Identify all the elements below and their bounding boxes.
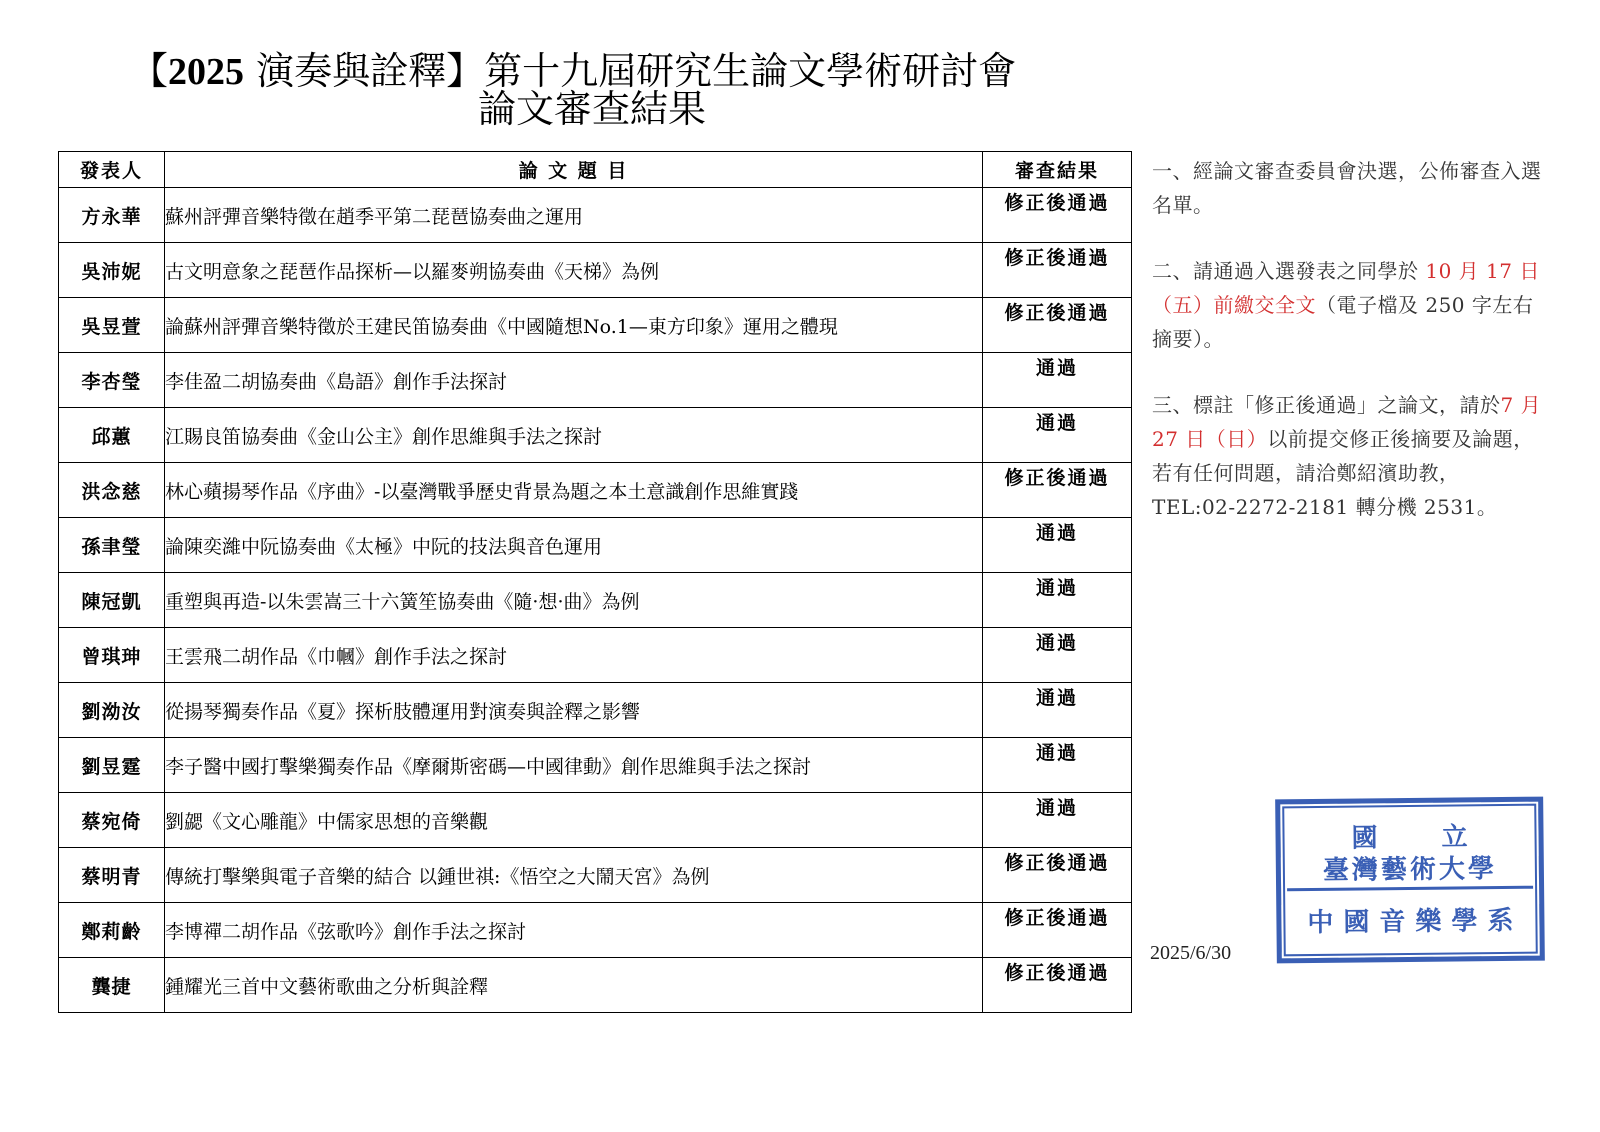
- paper-title-cell: 蘇州評彈音樂特徵在趙季平第二琵琶協奏曲之運用: [165, 188, 983, 243]
- table-row: [59, 683, 1132, 738]
- presenter-cell: 劉泑汝: [59, 683, 165, 738]
- column-header-paper-title: 論 文 題 目: [165, 152, 983, 188]
- paper-title-cell: 李博禪二胡作品《弦歌吟》創作手法之探討: [165, 903, 983, 958]
- review-result-cell: 修正後通過: [983, 958, 1132, 1013]
- table-row: [59, 573, 1132, 628]
- table-row: [59, 408, 1132, 463]
- paper-title-cell: 論陳奕濰中阮協奏曲《太極》中阮的技法與音色運用: [165, 518, 983, 573]
- table-row: [59, 848, 1132, 903]
- column-header-result: 審查結果: [983, 152, 1132, 188]
- review-result-cell: 修正後通過: [983, 298, 1132, 353]
- paper-title-cell: 鍾耀光三首中文藝術歌曲之分析與詮釋: [165, 958, 983, 1013]
- results-table: [58, 151, 1132, 1013]
- paper-title-cell: 王雲飛二胡作品《巾幗》創作手法之探討: [165, 628, 983, 683]
- paper-title-cell: 江賜良笛協奏曲《金山公主》創作思維與手法之探討: [165, 408, 983, 463]
- notes-panel: [1152, 154, 1542, 556]
- table-row: [59, 738, 1132, 793]
- table-row: [59, 958, 1132, 1013]
- document-date: 2025/6/30: [1150, 942, 1232, 964]
- review-result-cell: 修正後通過: [983, 188, 1132, 243]
- review-result-cell: 修正後通過: [983, 903, 1132, 958]
- presenter-cell: 鄭莉齡: [59, 903, 165, 958]
- presenter-cell: 蔡宛倚: [59, 793, 165, 848]
- paper-title-cell: 李佳盈二胡協奏曲《島語》創作手法探討: [165, 353, 983, 408]
- presenter-cell: 龔捷: [59, 958, 165, 1013]
- table-row: [59, 243, 1132, 298]
- stamp-line-1: 國立: [1351, 821, 1532, 854]
- page-subtitle: 論文審查結果: [478, 87, 707, 131]
- table-row: [59, 463, 1132, 518]
- presenter-cell: 孫聿瑩: [59, 518, 165, 573]
- results-table-body: [59, 188, 1132, 1013]
- presenter-cell: 劉昱霆: [59, 738, 165, 793]
- stamp-line-3: 中國音樂學系: [1307, 905, 1524, 939]
- review-result-cell: 通過: [983, 573, 1132, 628]
- title-year: 2025: [168, 51, 245, 93]
- review-result-cell: 通過: [983, 518, 1132, 573]
- presenter-cell: 蔡明青: [59, 848, 165, 903]
- review-result-cell: 修正後通過: [983, 243, 1132, 298]
- note-3-deadline: 7 月 27 日（日）: [1152, 393, 1542, 451]
- presenter-cell: 吳昱萱: [59, 298, 165, 353]
- review-result-cell: 通過: [983, 683, 1132, 738]
- table-row: [59, 353, 1132, 408]
- table-row: [59, 298, 1132, 353]
- table-header-row: [59, 152, 1132, 188]
- paper-title-cell: 從揚琴獨奏作品《夏》探析肢體運用對演奏與詮釋之影響: [165, 683, 983, 738]
- paper-title-cell: 古文明意象之琵琶作品探析—以羅麥朔協奏曲《天梯》為例: [165, 243, 983, 298]
- stamp-line-2: 臺灣藝術大學: [1322, 854, 1498, 886]
- review-result-cell: 通過: [983, 408, 1132, 463]
- presenter-cell: 李杏瑩: [59, 353, 165, 408]
- presenter-cell: 洪念慈: [59, 463, 165, 518]
- table-row: [59, 903, 1132, 958]
- review-result-cell: 通過: [983, 738, 1132, 793]
- table-row: [59, 628, 1132, 683]
- paper-title-cell: 重塑與再造-以朱雲嵩三十六簧笙協奏曲《隨·想·曲》為例: [165, 573, 983, 628]
- review-result-cell: 通過: [983, 793, 1132, 848]
- review-result-cell: 通過: [983, 628, 1132, 683]
- column-header-presenter: 發表人: [59, 152, 165, 188]
- presenter-cell: 方永華: [59, 188, 165, 243]
- note-3: 三、標註「修正後通過」之論文，請於7 月 27 日（日）以前提交修正後摘要及論題，若有任何問題，請洽鄭紹濱助教，TEL:02-2272-2181 轉分機 2531。: [1152, 393, 1542, 519]
- table-row: [59, 518, 1132, 573]
- paper-title-cell: 李子醫中國打擊樂獨奏作品《摩爾斯密碼—中國律動》創作思維與手法之探討: [165, 738, 983, 793]
- presenter-cell: 陳冠凱: [59, 573, 165, 628]
- presenter-cell: 曾琪珅: [59, 628, 165, 683]
- note-2-deadline: 10 月 17 日（五）前繳交全文: [1152, 259, 1540, 317]
- presenter-cell: 吳沛妮: [59, 243, 165, 298]
- review-result-cell: 修正後通過: [983, 848, 1132, 903]
- review-result-cell: 修正後通過: [983, 463, 1132, 518]
- note-2: 二、請通過入選發表之同學於 10 月 17 日（五）前繳交全文（電子檔及 250 字左右摘要）。: [1152, 259, 1540, 351]
- paper-title-cell: 林心蘋揚琴作品《序曲》-以臺灣戰爭歷史背景為題之本土意識創作思維實踐: [165, 463, 983, 518]
- table-row: [59, 793, 1132, 848]
- department-seal-stamp: [1275, 797, 1545, 964]
- paper-title-cell: 劉勰《文心雕龍》中儒家思想的音樂觀: [165, 793, 983, 848]
- review-result-cell: 通過: [983, 353, 1132, 408]
- note-1: 一、經論文審查委員會決選，公佈審查入選名單。: [1152, 159, 1542, 217]
- table-row: [59, 188, 1132, 243]
- page-title: 【2025 演奏與詮釋】第十九屆研究生論文學術研討會: [130, 49, 1017, 93]
- paper-title-cell: 論蘇州評彈音樂特徵於王建民笛協奏曲《中國隨想No.1—東方印象》運用之體現: [165, 298, 983, 353]
- paper-title-cell: 傳統打擊樂與電子音樂的結合 以鍾世祺:《悟空之大鬧天宮》為例: [165, 848, 983, 903]
- presenter-cell: 邱蕙: [59, 408, 165, 463]
